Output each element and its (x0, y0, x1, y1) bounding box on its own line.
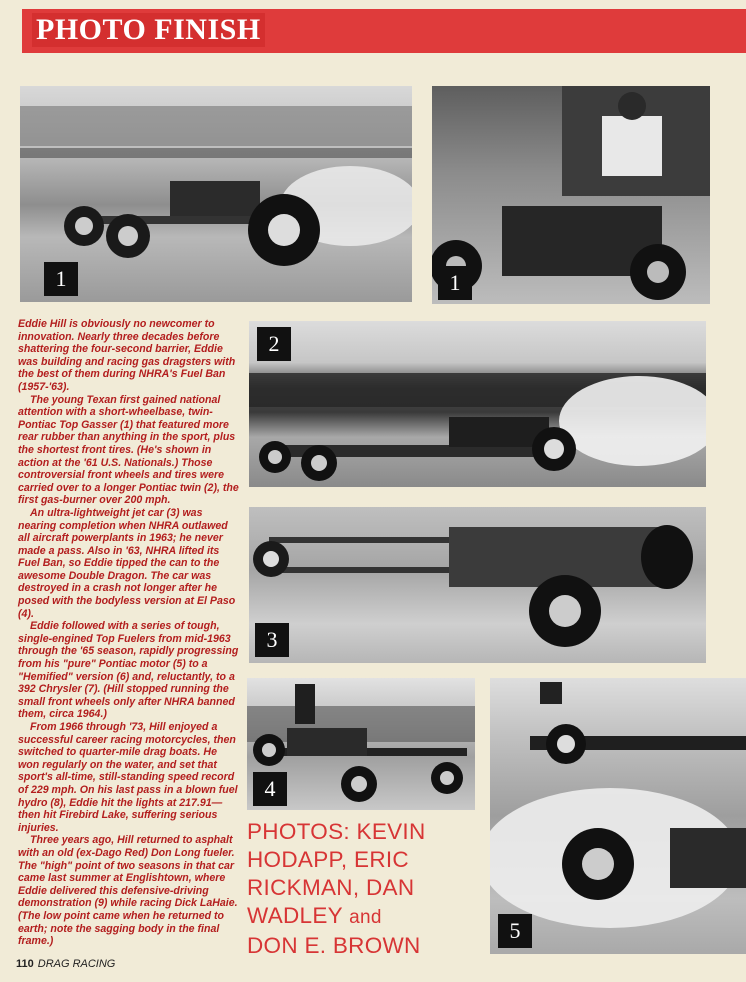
photo-1-driver (432, 86, 710, 304)
article-paragraph: An ultra-lightweight jet car (3) was nearing completion when NHRA outlawed all aircraft powerplants in 1963; he never made a pass. Also in '63, NHRA lifted its Fuel Ban, so Eddie tipped the can to the awesome Double Dragon. The car was destroyed in a crash not longer after he posed with the bodyless version at El Paso (4). (18, 506, 236, 620)
header-banner (22, 9, 746, 53)
photo-number-badge: 3 (255, 623, 289, 657)
page-number: 110 (16, 958, 34, 970)
photo-4-double-dragon (247, 678, 475, 810)
credit-name: WADLEY (247, 903, 343, 928)
photo-5-top-fuelers (490, 678, 746, 954)
page-folio (16, 958, 115, 970)
photo-number-badge: 1 (44, 262, 78, 296)
driver-car-illustration (432, 86, 710, 304)
article-paragraph: Eddie Hill is obviously no newcomer to innovation. Nearly three decades before shattering the four-second barrier, Eddie was building and racing gas dragsters with the best of them during NHRA's Fuel Ban (1957-'63). (18, 318, 236, 393)
credit-and: and (349, 907, 382, 928)
publication-name: DRAG RACING (37, 958, 116, 970)
credit-line (247, 902, 487, 932)
credit-line: DON E. BROWN (247, 933, 421, 958)
article-paragraph: From 1966 through '73, Hill enjoyed a successful career racing motorcycles, then switched to quarter-mile drag boats. He won regularly on the water, and set that sport's all-time, still-standing speed record of 229 mph. On his last pass in a blown fuel hydro (8), Eddie hit the lights at 217.91—then hit Firebird Lake, suffering serious injuries. (18, 721, 238, 834)
photo-credits (247, 818, 487, 960)
credit-line: RICKMAN, DAN (247, 875, 415, 900)
article-paragraph: The young Texan first gained national attention with a short-wheelbase, twin-Pontiac Top Gasser (1) that featured more rear rubber than anything in the sport, plus the shortest front tires. (He's shown in action at the '61 U.S. Nationals.) Those controversial front wheels and tires were carried over to a longer Pontiac twin (2), the first gas-burner over 200 mph. (18, 393, 239, 507)
article-paragraph: Three years ago, Hill returned to asphalt with an old (ex-Dago Red) Don Long fueler. The "high" point of two seasons in that car came last summer at Englishtown, where Eddie delivered this defensive-driving demonstration (9) while racing Dick LaHaie. (The low point came when he returned to earth; note the sagging body in the final frame.) (18, 834, 238, 948)
section-title: PHOTO FINISH (32, 13, 265, 47)
twin-dragster-illustration (249, 321, 706, 487)
article-body (18, 318, 240, 948)
top-fuelers-illustration (490, 678, 746, 954)
credit-line: HODAPP, ERIC (247, 847, 409, 872)
jet-car-illustration (249, 507, 706, 663)
dragster-illustration (20, 86, 412, 302)
photo-2-twin-pontiac (249, 321, 706, 487)
photo-number-badge: 5 (498, 914, 532, 948)
photo-3-jet-car (249, 507, 706, 663)
credit-line: PHOTOS: KEVIN (247, 819, 426, 844)
photo-number-badge: 2 (257, 327, 291, 361)
article-paragraph: Eddie followed with a series of tough, single-engined Top Fuelers from mid-1963 through the '65 season, rapidly progressing from his "pure" Pontiac motor (5) to a "Hemified" version (6) and, reluctantly, to a 392 Chrysler (7). (Hill stopped running the small front wheels only after NHRA banned them, circa 1964.) (18, 620, 239, 721)
photo-number-badge: 4 (253, 772, 287, 806)
photo-number-badge: 1 (438, 266, 472, 300)
photo-1-launch (20, 86, 412, 302)
